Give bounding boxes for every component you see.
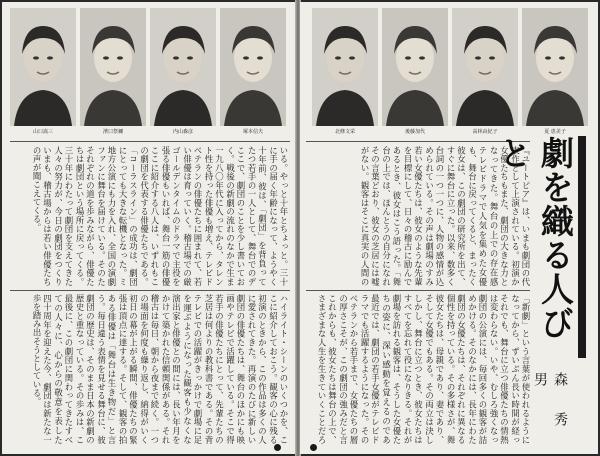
left-mid-rule [10,290,290,291]
portrait-photo [382,8,448,126]
portrait-caption: 濱口祭禰 [102,129,123,135]
left-page [2,2,297,454]
text-column: 最後に、この劇団に関わってきたすべての人々に、心からの敬意を表した [53,294,74,444]
text-column: ベテランの俳優たちに囲まれて、若い俳優は育っていく。稽古場での厳 [182,146,203,286]
portrait-caption: 夏 恵美子 [544,129,566,135]
text-column: 若い女優たちは、彼女のような先輩を目標にして、日々の稽古に励んで [403,146,424,286]
text-column: ベテランから若手まで、女優たちの層の厚さこそが、この劇団の強みだと言 [338,294,359,444]
text-column: 若手の俳優たちにとって、先輩たちの芝居は何よりの教科書である。その背 [204,294,225,444]
portrait-photo [522,8,588,126]
text-column: 女優たちもまた、劇団の大きな力となってきた。舞台の上での存在感 [489,146,510,286]
text-column: いる。やっと十年とちょっと。三十に手の届く年齢になって、ようやく [268,146,289,286]
text-column: 「コーラスライン」の成功は、劇団にとっても大きな転機となった。ミ [118,146,139,286]
text-column: 「新劇」という言葉が使われるようになってから、ずいぶん長い時間が経っ [510,294,531,444]
text-column: ゴールデンタイムのドラマで主役を張る俳優もいれば、舞台一筋の俳優 [161,146,182,286]
right-portrait-row [312,8,592,126]
text-column: しかし、舞台に立つとき、彼女たちはすべてを忘れて役になりきる。それが [403,294,424,444]
text-column: 地方公演にも力を入れ、全国の演劇ファンに舞台を届けている。そのた [96,146,117,286]
left-portrait-row [10,8,290,126]
author-byline: 森 秀男 [532,372,568,432]
left-top-rule [10,141,290,142]
text-column: 一九八〇年代に入ってから、タレント性を持った俳優も増え、テレビド [204,146,225,286]
left-page-number-mark [274,444,281,451]
text-column: 十年前、彼は、「劇団」を背負ってたつ若手の一人として、舞台でのデ [247,146,268,286]
text-column: 劇団の俳優たちは、舞台のほかにも映画やテレビで活躍している。そこで得 [225,294,246,444]
title-bar [578,136,586,358]
text-column: ここで、劇団のことを少し書いておく。戦後の新劇の流れのなかで生ま [225,146,246,286]
text-column: テレビでの活躍がきっかけで劇場に足を運ぶようになった観客も少なくな [182,294,203,444]
text-column: テレビドラマで人気を集めた女優も、舞台に戻ってくると、まったく [467,146,488,286]
text-column: ハイライト・シーンのいくつかを、ここに紹介しておこう。観客の心に残る [268,294,289,444]
text-column: 劇団の公演には、毎回多くの観客が詰めかける。そのなかには、長年にわた [467,294,488,444]
text-column: 初演のときから、この作品は多くの人に愛されてきた。再演のたびに新しい [247,294,268,444]
text-column: あるとき、彼女はこう語った。「舞台の上では、ほんとうの自分になれ [381,146,402,286]
right-page-number-mark [310,444,317,451]
portrait-caption: 塚本信夫 [242,129,263,135]
portrait-photo [312,8,378,126]
portrait-caption: 山口嵩三 [32,129,53,135]
text-column: これからも、彼女たちは舞台の上で、さまざまな人生を生きていくことだろ [317,294,338,444]
text-column: 劇団の歴史は、そのまま日本の新劇の歴史と重なっている。その歩みは、こ [75,294,96,444]
text-column: ある俳優は「舞台は生き物だ」と言う。毎日違う表情を見せる舞台に、彼 [96,294,117,444]
text-column: 稽古は毎日、朝から夜まで続く。一つの場面を何度も繰り返し、納得がいく [139,294,160,444]
text-column: 演出家と俳優との間には、長い年月をかけて築かれた信頼関係がある。それ [161,294,182,444]
text-column: 三十年にわたって劇団を支えてきた人々の努力が、今日の劇団をつくり [53,146,74,286]
text-column: ここに紹介する八人は、いずれもこの劇団を代表する俳優たちである。 [139,146,160,286]
portrait-caption: 高林由紀子 [472,129,498,135]
portrait-caption: 後藤加代 [404,129,425,135]
text-column: 初日の幕が上がる瞬間、俳優たちの緊張は頂点に達する。そして、観客の拍 [118,294,139,444]
text-column: 劇団の女優たちは、それぞれに異なる個性を持っている。その多様さが、舞 [446,294,467,444]
text-column: 劇場を訪れる観客は、そうした女優たちの姿に、深い感動を覚えるのであ [381,294,402,444]
text-column: いまも、稽古場からは若い俳優たちの声が聞こえてくる。 [32,146,53,286]
portrait-caption: 内山森彦 [172,129,193,135]
portrait-photo [452,8,518,126]
article-title: 劇を織る人びと [494,136,575,340]
text-column: 四十周年を迎えた今、劇団は新たな一歩を踏み出そうとしている。 [32,294,53,444]
portrait-photo [150,8,216,126]
text-column: 彼女たちは、母親であり、妻であり、そして女優でもある。その両立は決し [424,294,445,444]
text-column: それぞれの道を歩みながら、俳優たちは劇団という場所に戻ってくる。 [75,146,96,286]
text-column: 彼女は、この劇団の研究所を出て、すぐに舞台に立った。以来、数多く [446,146,467,286]
portrait-photo [220,8,286,126]
text-column: その言葉どおり、彼女の芝居には嘘がない。観客はそこに真実の人間の [360,146,381,286]
portrait-photo [10,8,76,126]
portrait-caption: 北條文栄 [334,129,355,135]
right-mid-rule [306,290,530,291]
portrait-photo [80,8,146,126]
text-column: 『ユートピア』は、いまも劇団の代表作として上演されている。初演か [510,146,531,286]
text-column: 最近では、劇団の若手女優がテレビドラマでも活躍するようになった。その [360,294,381,444]
right-page [300,2,598,454]
text-column: 台詞の一つ一つに、人物の感情が込められている。その声は劇場のすみ [424,146,445,286]
text-column: それでも、舞台に立つ俳優たちの情熱は変わらない。いや、むしろ強くなっ [489,294,510,444]
